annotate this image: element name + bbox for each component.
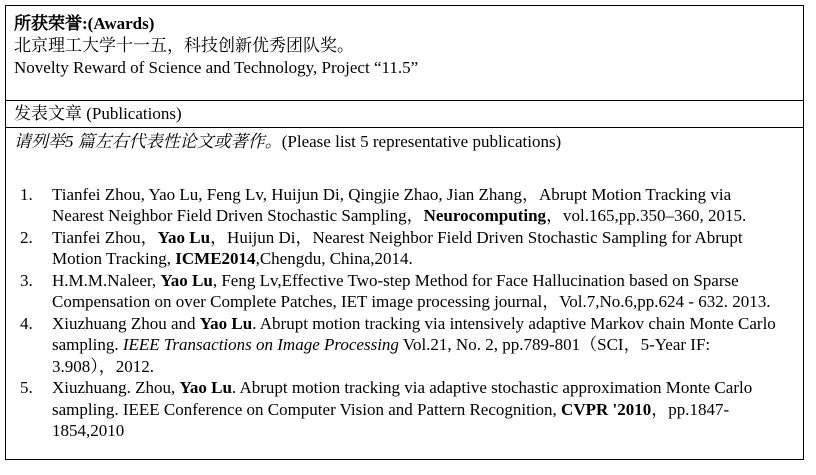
text-run: ，Huijun Di，Nearest Neighbor Field Driven Stochastic Sampling for Abrupt Motion Tracking,: [52, 227, 743, 268]
text-run: . Abrupt motion tracking via intensively adaptive Markov chain Monte Carlo sampling.: [52, 313, 776, 354]
awards-section-title: 所获荣誉:(Awards): [14, 14, 155, 33]
text-run: ICME2014: [175, 249, 256, 268]
text-run: Yao Lu: [179, 378, 232, 397]
text-run: Yao Lu: [199, 313, 253, 333]
awards-line-chinese: 北京理工大学十一五，科技创新优秀团队奖。: [14, 36, 354, 55]
text-run: Neurocomputing: [423, 206, 547, 225]
text-run: IEEE Transactions on Image Processing: [122, 335, 399, 354]
text-run: ,Chengdu, China,2014.: [255, 249, 413, 268]
publication-item: [52, 184, 777, 227]
text-run: Yao Lu: [160, 270, 213, 290]
publication-item: [52, 227, 777, 270]
text-run: Tianfei Zhou，: [52, 227, 158, 247]
cv-form-table: [5, 5, 804, 460]
publication-item: [52, 270, 777, 313]
text-run: . Abrupt motion tracking via adaptive stochastic approximation Monte Carlo sampling. IEEE Conference on Computer Vision and Pattern Recognition,: [52, 378, 753, 419]
publication-item: [52, 313, 777, 378]
text-run: (Please list 5 representative publications): [281, 132, 562, 151]
publications-body: [6, 128, 803, 459]
text-run: H.M.M.Naleer,: [52, 270, 161, 290]
text-run: 请列举5 篇左右代表性论文或著作。: [14, 132, 282, 151]
publications-instruction: [14, 131, 777, 153]
text-run: Xiuzhuang Zhou and: [52, 313, 200, 333]
text-run: Vol.21, No. 2, pp.789-801（SCI，5-Year IF: 3.908），2012.: [52, 335, 711, 376]
text-run: Xiuzhuang. Zhou,: [52, 378, 180, 397]
text-run: ，pp.1847-1854,2010: [52, 399, 730, 440]
text-run: Tianfei Zhou, Yao Lu, Feng Lv, Huijun Di, Qingjie Zhao, Jian Zhang，Abrupt Motion Tracking via Nearest Neighbor Field Driven Stochastic Sampling，: [52, 184, 732, 225]
text-run: CVPR '2010: [561, 399, 652, 419]
text-run: , Feng Lv,Effective Two-step Method for Face Hallucination based on Sparse Compensation on over Complete Patches, IET image processing journal，Vol.7,No.6,pp.624 - 632. 2013.: [52, 270, 771, 311]
awards-line-english: Novelty Reward of Science and Technology, Project “11.5”: [14, 58, 419, 77]
text-run: Yao Lu: [157, 227, 211, 247]
awards-section: [6, 6, 803, 101]
publication-item: [52, 377, 777, 442]
publications-list: [14, 184, 777, 442]
publications-header: 发表文章 (Publications): [14, 104, 182, 123]
publications-header-row: [6, 101, 803, 128]
text-run: ，vol.165,pp.350–360, 2015.: [546, 206, 747, 225]
